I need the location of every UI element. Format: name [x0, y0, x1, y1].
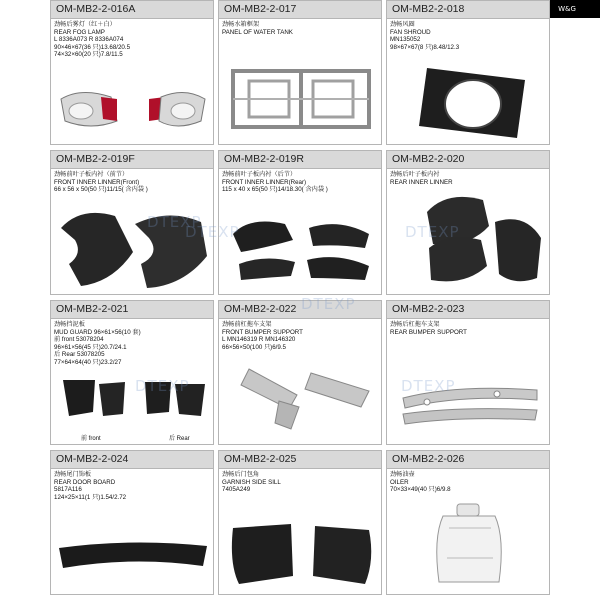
- product-spec: 115 x 40 x 65(50 只)14/18.30( 含内袋 ): [222, 186, 328, 194]
- product-spec: 98×67×67(8 只)8.48/12.3: [390, 43, 460, 51]
- product-en-name: PANEL OF WATER TANK: [222, 28, 293, 36]
- product-en-name: REAR DOOR BOARD: [54, 478, 116, 486]
- brand-logo: W&G: [534, 0, 600, 18]
- product-code: OM-MB2-2-021: [51, 301, 213, 319]
- product-card[interactable]: [386, 150, 550, 295]
- product-spec: 66×56×50(100 只)6/9.5: [222, 343, 286, 351]
- product-code: OM-MB2-2-023: [387, 301, 549, 319]
- mud-guard-image: [51, 374, 215, 444]
- product-spec: 124×25×11(1 只)1.54/2.72: [54, 493, 127, 501]
- product-cn-name: 劲畅前杠拖车支架: [222, 321, 272, 328]
- product-en-name: FRONT BUMPER SUPPORT: [222, 328, 303, 336]
- product-card[interactable]: [218, 450, 382, 595]
- product-part-no: MN135052: [390, 36, 421, 44]
- product-spec: 77×64×64(40 只)23.2/27: [54, 358, 122, 366]
- product-spec: 66 x 56 x 50(50 只)11/15( 含内袋 ): [54, 186, 148, 194]
- product-en-name: REAR BUMPER SUPPORT: [390, 328, 467, 336]
- product-en-name: MUD GUARD 96×61×56(10 套): [54, 328, 141, 336]
- product-cn-name: 劲畅前叶子板内衬（前节）: [54, 171, 129, 178]
- watermark: DTEXP: [135, 377, 190, 395]
- front-inner-liner-rear-image: [219, 194, 383, 294]
- mud-guard-rear-caption: 后 Rear: [169, 436, 190, 442]
- product-part-no: L MN146319 R MN146320: [222, 336, 296, 344]
- product-code: OM-MB2-2-017: [219, 1, 381, 19]
- product-en-name: GARNISH SIDE SILL: [222, 478, 281, 486]
- product-code: OM-MB2-2-019F: [51, 151, 213, 169]
- product-code: OM-MB2-2-020: [387, 151, 549, 169]
- watermark: DTEXP: [147, 213, 202, 231]
- product-code: OM-MB2-2-019R: [219, 151, 381, 169]
- product-code: OM-MB2-2-026: [387, 451, 549, 469]
- watermark: DTEXP: [185, 223, 240, 241]
- product-card[interactable]: [50, 300, 214, 445]
- product-part-no: L 8336A073 R 8336A074: [54, 36, 124, 44]
- product-cn-name: 劲畅尾门饰板: [54, 471, 92, 478]
- product-en-name: FRONT INNER LINNER(Rear): [222, 178, 307, 186]
- front-inner-liner-front-image: [51, 194, 215, 294]
- product-spec: 90×46×67(36 只)13.68/20.5: [54, 43, 131, 51]
- product-spec: 74×32×60(20 只)7.8/11.5: [54, 51, 123, 59]
- product-code: OM-MB2-2-018: [387, 1, 549, 19]
- product-card[interactable]: [50, 150, 214, 295]
- garnish-side-sill-image: [219, 504, 383, 594]
- watermark: DTEXP: [301, 295, 356, 313]
- product-cn-name: 劲畅前叶子板内衬（后节）: [222, 171, 297, 178]
- product-part-no: 前 front 53078204: [54, 336, 104, 344]
- rear-inner-liner-image: [387, 182, 551, 294]
- product-code: OM-MB2-2-016A: [51, 1, 213, 19]
- product-card[interactable]: [218, 295, 382, 445]
- product-cn-name: 劲畅后叶子板内衬: [390, 171, 440, 178]
- rear-bumper-support-image: [387, 354, 551, 444]
- product-card[interactable]: [386, 300, 550, 445]
- product-spec: 70×33×49(40 只)6/9.8: [390, 486, 451, 494]
- product-card[interactable]: [386, 0, 550, 145]
- product-en-name: OILER: [390, 478, 409, 486]
- product-code: OM-MB2-2-024: [51, 451, 213, 469]
- product-cn-name: 劲畅后雾灯（红＋白）: [54, 21, 116, 28]
- product-spec: 96×61×56(45 只)20.7/24.1: [54, 343, 127, 351]
- product-card[interactable]: [386, 450, 550, 595]
- mud-guard-front-caption: 前 front: [81, 436, 101, 442]
- watermark: DTEXP: [405, 223, 460, 241]
- watermark: DTEXP: [401, 377, 456, 395]
- product-en-name: FRONT INNER LINNER(Front): [54, 178, 140, 186]
- front-bumper-support-image: [219, 349, 383, 444]
- product-en-name: REAR FOG LAMP: [54, 28, 105, 36]
- product-code: OM-MB2-2-022: [219, 301, 381, 319]
- product-en-name: FAN SHROUD: [390, 28, 431, 36]
- product-code: OM-MB2-2-025: [219, 451, 381, 469]
- product-part-no: 后 Rear 53078205: [54, 351, 105, 359]
- fan-shroud-image: [387, 62, 551, 144]
- product-en-name: REAR INNER LINNER: [390, 178, 453, 186]
- product-card[interactable]: [50, 450, 214, 595]
- product-cn-name: 劲畅风圈: [390, 21, 415, 28]
- water-tank-panel-image: [219, 49, 383, 144]
- product-cn-name: 劲畅后杠拖车支架: [390, 321, 440, 328]
- rear-door-board-image: [51, 514, 215, 594]
- oiler-tank-image: [387, 498, 551, 594]
- product-cn-name: 劲畅后门包角: [222, 471, 260, 478]
- product-part-no: 7405A249: [222, 486, 251, 494]
- product-grid: [50, 0, 550, 600]
- product-cn-name: 劲畅水箱框架: [222, 21, 260, 28]
- product-cn-name: 劲畅挡泥板: [54, 321, 85, 328]
- product-card[interactable]: [185, 150, 382, 295]
- product-card[interactable]: [218, 0, 382, 145]
- product-card[interactable]: [50, 0, 214, 145]
- rear-fog-lamp-image: [51, 69, 215, 144]
- product-part-no: 5817A116: [54, 486, 82, 494]
- product-cn-name: 劲畅油壶: [390, 471, 415, 478]
